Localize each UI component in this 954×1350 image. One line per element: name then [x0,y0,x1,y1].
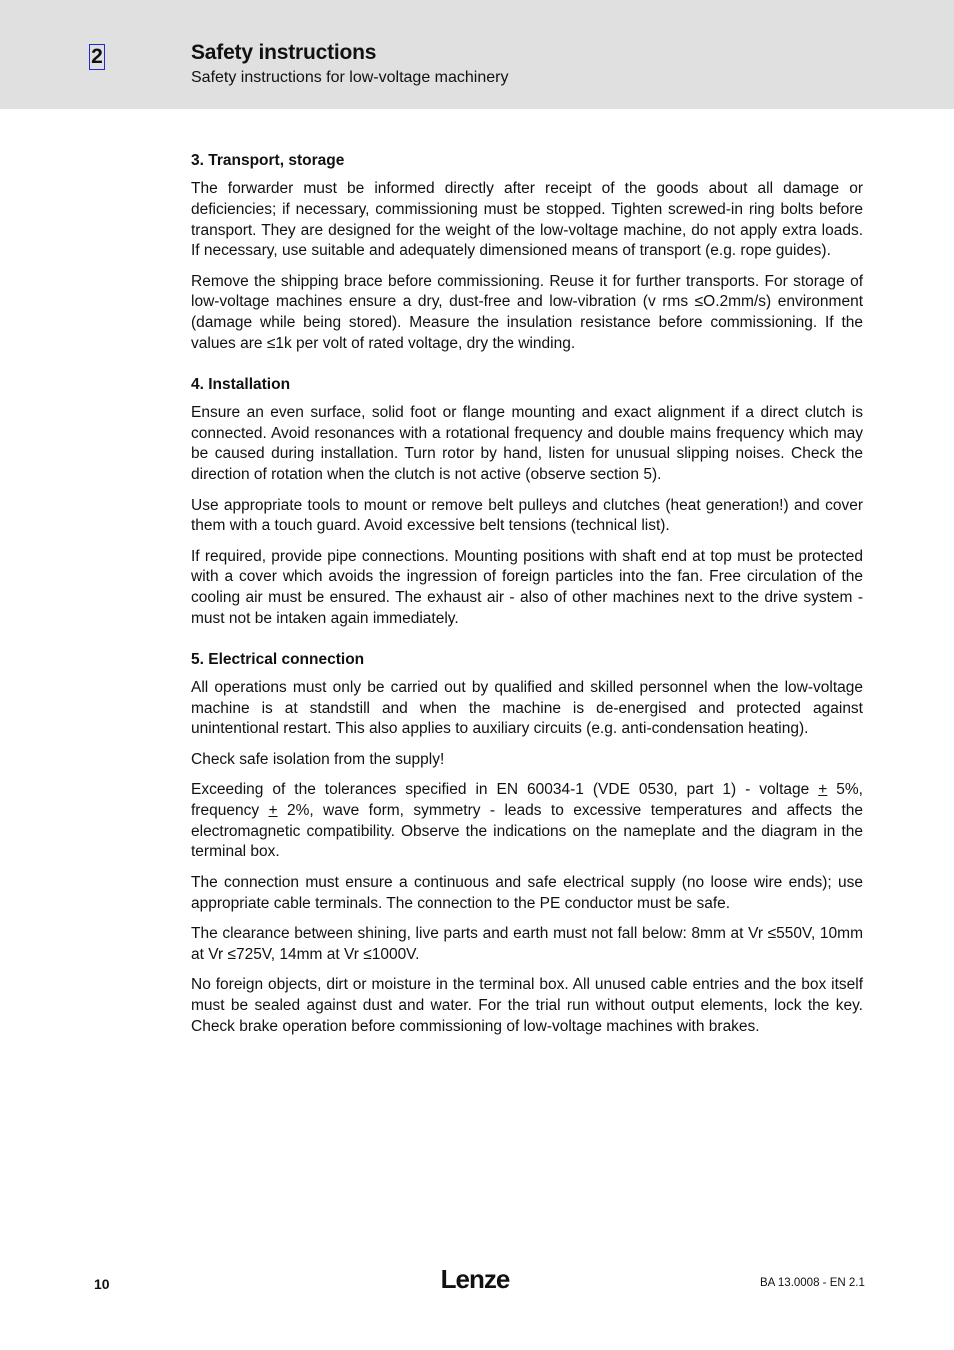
paragraph: Use appropriate tools to mount or remove belt pulleys and clutches (heat generation!) and cover them with a touch guard. Avoid excessive belt tensions (technical list). [191,496,863,535]
page-number: 10 [94,1276,110,1292]
paragraph: Check safe isolation from the supply! [191,750,445,768]
plus-minus-symbol: + [818,781,828,799]
page-subtitle: Safety instructions for low-voltage machinery [191,69,509,86]
paragraph: The clearance between shining, live parts and earth must not fall below: 8mm at Vr ≤550V, 10mm at Vr ≤725V, 14mm at Vr ≤1000V. [191,924,863,963]
paragraph: Ensure an even surface, solid foot or flange mounting and exact alignment if a direct clutch is connected. Avoid resonances with a rotational frequency and double mains frequency which may be caused during installation. Turn rotor by hand, listen for unusual slipping noises. Check the direction of rotation when the clutch is not active (observe section 5). [191,403,863,484]
main-content [191,150,863,1047]
text-run: 2%, wave form, symmetry - leads to excessive temperatures and affects the electromagnetic compatibility. Observe the indications on the nameplate and the diagram in the terminal box. [191,801,864,861]
document-reference: BA 13.0008 - EN 2.1 [760,1277,865,1289]
paragraph-tolerances [191,780,863,863]
text-run: Exceeding of the tolerances specified in EN 60034-1 (VDE 0530, part 1) - voltage [191,781,819,799]
section-heading-electrical: 5. Electrical connection [191,650,365,668]
page-header [0,0,954,109]
paragraph: The connection must ensure a continuous and safe electrical supply (no loose wire ends); use appropriate cable terminals. The connection to the PE conductor must be safe. [191,873,863,912]
paragraph: Remove the shipping brace before commissioning. Reuse it for further transports. For storage of low-voltage machines ensure a dry, dust-free and low-vibration (v rms ≤O.2mm/s) environment (damage while being stored). Measure the insulation resistance before commissioning. If the values are ≤1k per volt of rated voltage, dry the winding. [191,272,863,353]
section-heading-transport: 3. Transport, storage [191,152,345,169]
chapter-number[interactable]: 2 [89,44,105,70]
page-title: Safety instructions [191,41,377,64]
section-heading-installation: 4. Installation [191,375,291,393]
paragraph: All operations must only be carried out by qualified and skilled personnel when the low-voltage machine is at standstill and when the machine is de-energised and protected against unintentional restart. This also applies to auxiliary circuits (e.g. anti-condensation heating). [191,678,863,738]
paragraph: The forwarder must be informed directly after receipt of the goods about all damage or deficiencies; if necessary, commissioning must be stopped. Tighten screwed-in ring bolts before transport. They are designed for the weight of the low-voltage machine, do not apply extra loads. If necessary, use suitable and adequately dimensioned means of transport (e.g. rope guides). [191,180,863,260]
text-run: 5%, frequency [191,781,863,819]
lenze-logo [435,1261,515,1295]
plus-minus-symbol: + [268,801,278,819]
logo-text: Lenze [440,1264,510,1294]
paragraph: No foreign objects, dirt or moisture in the terminal box. All unused cable entries and the box itself must be sealed against dust and water. For the trial run without output elements, lock the key. Check brake operation before commissioning of low-voltage machines with brakes. [191,975,863,1035]
paragraph: If required, provide pipe connections. Mounting positions with shaft end at top must be protected with a cover which avoids the ingression of foreign particles into the fan. Free circulation of the cooling air must be ensured. The exhaust air - also of other machines next to the drive system - must not be intaken again immediately. [191,547,863,628]
